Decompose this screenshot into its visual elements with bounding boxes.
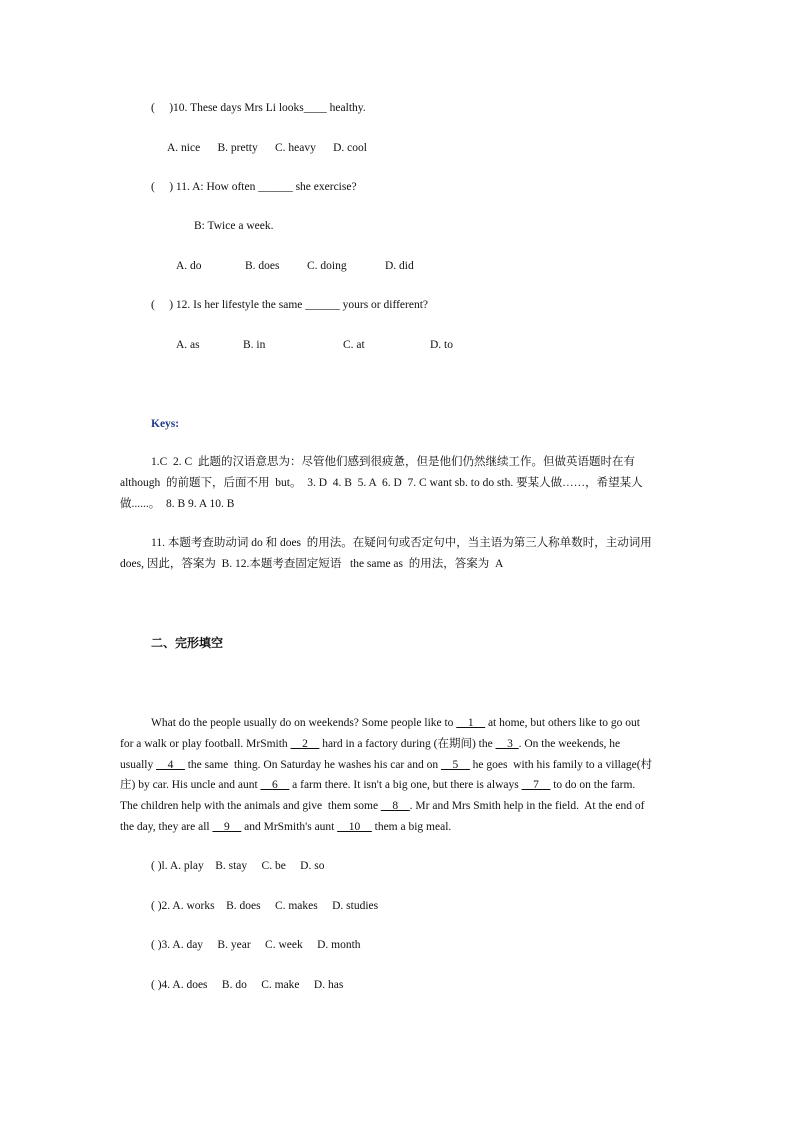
section-title: 二、完形填空	[151, 636, 224, 650]
blank-8: __8__	[380, 800, 410, 812]
keys-line-1: 1.C 2. C 此题的汉语意思为：尽管他们感到很疲惫，但是他们仍然继续工作。但做英语题时在有	[151, 456, 635, 468]
blank-10: __10__	[337, 821, 372, 833]
question-10-options: A. nice B. pretty C. heavy D. cool	[167, 142, 367, 154]
passage-line-5: The children help with the animals and give them some __8__. Mr and Mrs Smith help in the field. At the end of	[120, 800, 645, 812]
option-b: B. does	[245, 260, 280, 272]
keys-title: Keys:	[151, 418, 180, 430]
option-a: A. do	[176, 260, 202, 272]
blank-5: __5__	[441, 759, 470, 771]
cloze-question-3: ( )3. A. day B. year C. week D. month	[151, 939, 361, 951]
cloze-question-4: ( )4. A. does B. do C. make D. has	[151, 979, 344, 991]
option-d: D. to	[430, 339, 453, 351]
question-12: ( ) 12. Is her lifestyle the same ______ yours or different?	[151, 299, 428, 311]
passage-line-2: for a walk or play football. MrSmith __2__ hard in a factory during (在期间) the __3_. On the weekends, he	[120, 738, 621, 750]
blank-3: __3_	[495, 738, 519, 750]
keys-line-5: does, 因此，答案为 B. 12.本题考查固定短语 the same as 的用法，答案为 A	[120, 558, 504, 570]
passage-line-4: 庄) by car. His uncle and aunt __6__ a farm there. It isn't a big one, but there is always __7__ to do on the farm.	[120, 779, 636, 791]
keys-line-2: although 的前题下，后面不用 but。 3. D 4. B 5. A 6. D 7. C want sb. to do sth. 要某人做……，希望某人	[120, 477, 643, 489]
blank-6: __6__	[260, 779, 290, 791]
blank-7: __7__	[521, 779, 551, 791]
option-c: C. at	[343, 339, 365, 351]
passage-line-6: the day, they are all __9__ and MrSmith's aunt __10__ them a big meal.	[120, 821, 452, 833]
blank-1: __1__	[456, 717, 486, 729]
blank-9: __9__	[212, 821, 242, 833]
cloze-question-1: ( )l. A. play B. stay C. be D. so	[151, 860, 325, 872]
option-b: B. in	[243, 339, 266, 351]
question-11: ( ) 11. A: How often ______ she exercise?	[151, 181, 357, 193]
keys-line-3: 做......。 8. B 9. A 10. B	[120, 498, 235, 510]
question-10: ( )10. These days Mrs Li looks____ healthy.	[151, 102, 366, 114]
cloze-question-2: ( )2. A. works B. does C. makes D. studies	[151, 900, 379, 912]
blank-4: __4__	[156, 759, 185, 771]
option-d: D. did	[385, 260, 414, 272]
question-11-reply: B: Twice a week.	[194, 220, 274, 232]
passage-line-3: usually __4__ the same thing. On Saturday he washes his car and on __5__ he goes with his family to a village(村	[120, 759, 653, 771]
keys-line-4: 11. 本题考查助动词 do 和 does 的用法。在疑问句或否定句中，当主语为第三人称单数时，主动词用	[151, 537, 652, 549]
option-c: C. doing	[307, 260, 347, 272]
blank-2: __2__	[290, 738, 320, 750]
passage-line-1: What do the people usually do on weekends? Some people like to __1__ at home, but others like to go out	[151, 717, 640, 729]
option-a: A. as	[176, 339, 200, 351]
